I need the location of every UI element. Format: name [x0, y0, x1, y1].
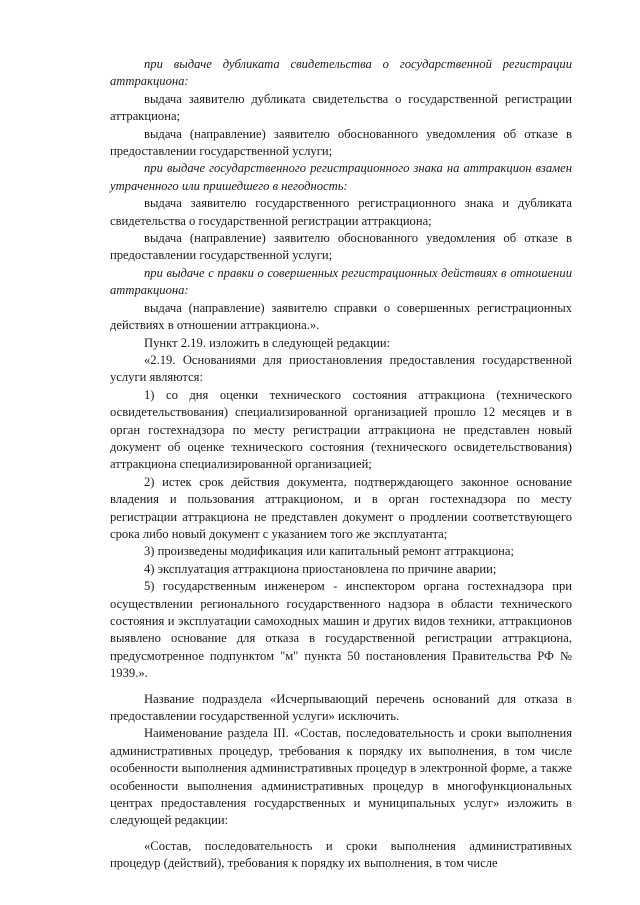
paragraph: Наименование раздела III. «Состав, последовательность и сроки выполнения административных процедур, требования к порядку их выполнения, в том числе особенности выполнения административных процедур в электронной форме, а также особенности выполнения административных процедур в многофункциональных центрах предоставления государственных и муниципальных услуг» изложить в следующей редакции: — [110, 726, 572, 828]
paragraph: 2) истек срок действия документа, подтверждающего законное основание владения и пользования аттракционом, и в орган гостехнадзора по месту регистрации аттракциона не представлен документ о продлении соответствующего срока либо новый документ с указанием того же эксплуатанта; — [110, 474, 572, 541]
paragraph: «Состав, последовательность и сроки выполнения административных процедур (действий), требования к порядку их выполнения, в том числе — [110, 838, 572, 871]
paragraph: при выдаче с правки о совершенных регистрационных действиях в отношении аттракциона: — [110, 265, 572, 298]
paragraph-spacer — [110, 830, 572, 838]
paragraph: Название подраздела «Исчерпывающий перечень оснований для отказа в предоставлении государственной услуги» исключить. — [110, 691, 572, 724]
paragraph: 1) со дня оценки технического состояния аттракциона (технического освидетельствования) специализированной организацией прошло 12 месяцев и в орган гостехнадзора по месту регистрации аттракциона не представлен новый документ об оценке технического состояния (технического освидетельствования) аттракциона специализированной организацией; — [110, 387, 572, 472]
paragraph: выдача (направление) заявителю справки о совершенных регистрационных действиях в отношении аттракциона.». — [110, 300, 572, 333]
paragraph: «2.19. Основаниями для приостановления предоставления государственной услуги являются: — [110, 352, 572, 385]
paragraph: выдача (направление) заявителю обоснованного уведомления об отказе в предоставлении государственной услуги; — [110, 126, 572, 159]
document-body — [110, 56, 572, 873]
paragraph-spacer — [110, 683, 572, 691]
paragraph: выдача (направление) заявителю обоснованного уведомления об отказе в предоставлении государственной услуги; — [110, 231, 572, 263]
paragraph: 5) государственным инженером - инспектором органа гостехнадзора при осуществлении регионального государственного надзора в области технического состояния и эксплуатации самоходных машин и других видов техники, аттракционов выявлено основание для отказа в государственной регистрации аттракциона, предусмотренное подпунктом "м" пункта 50 постановления Правительства РФ № 1939.». — [110, 579, 572, 681]
paragraph: 3) произведены модификация или капитальный ремонт аттракциона; — [144, 544, 515, 559]
paragraph: выдача заявителю государственного регистрационного знака и дубликата свидетельства о государственной регистрации аттракциона; — [110, 196, 572, 228]
paragraph: при выдаче государственного регистрационного знака на аттракцион взамен утраченного или пришедшего в негодность: — [110, 161, 572, 193]
paragraph: при выдаче дубликата свидетельства о государственной регистрации аттракциона: — [110, 57, 572, 89]
paragraph: выдача заявителю дубликата свидетельства о государственной регистрации аттракциона; — [110, 91, 572, 124]
paragraph: 4) эксплуатация аттракциона приостановлена по причине аварии; — [144, 561, 497, 576]
paragraph: Пункт 2.19. изложить в следующей редакции: — [144, 335, 391, 350]
